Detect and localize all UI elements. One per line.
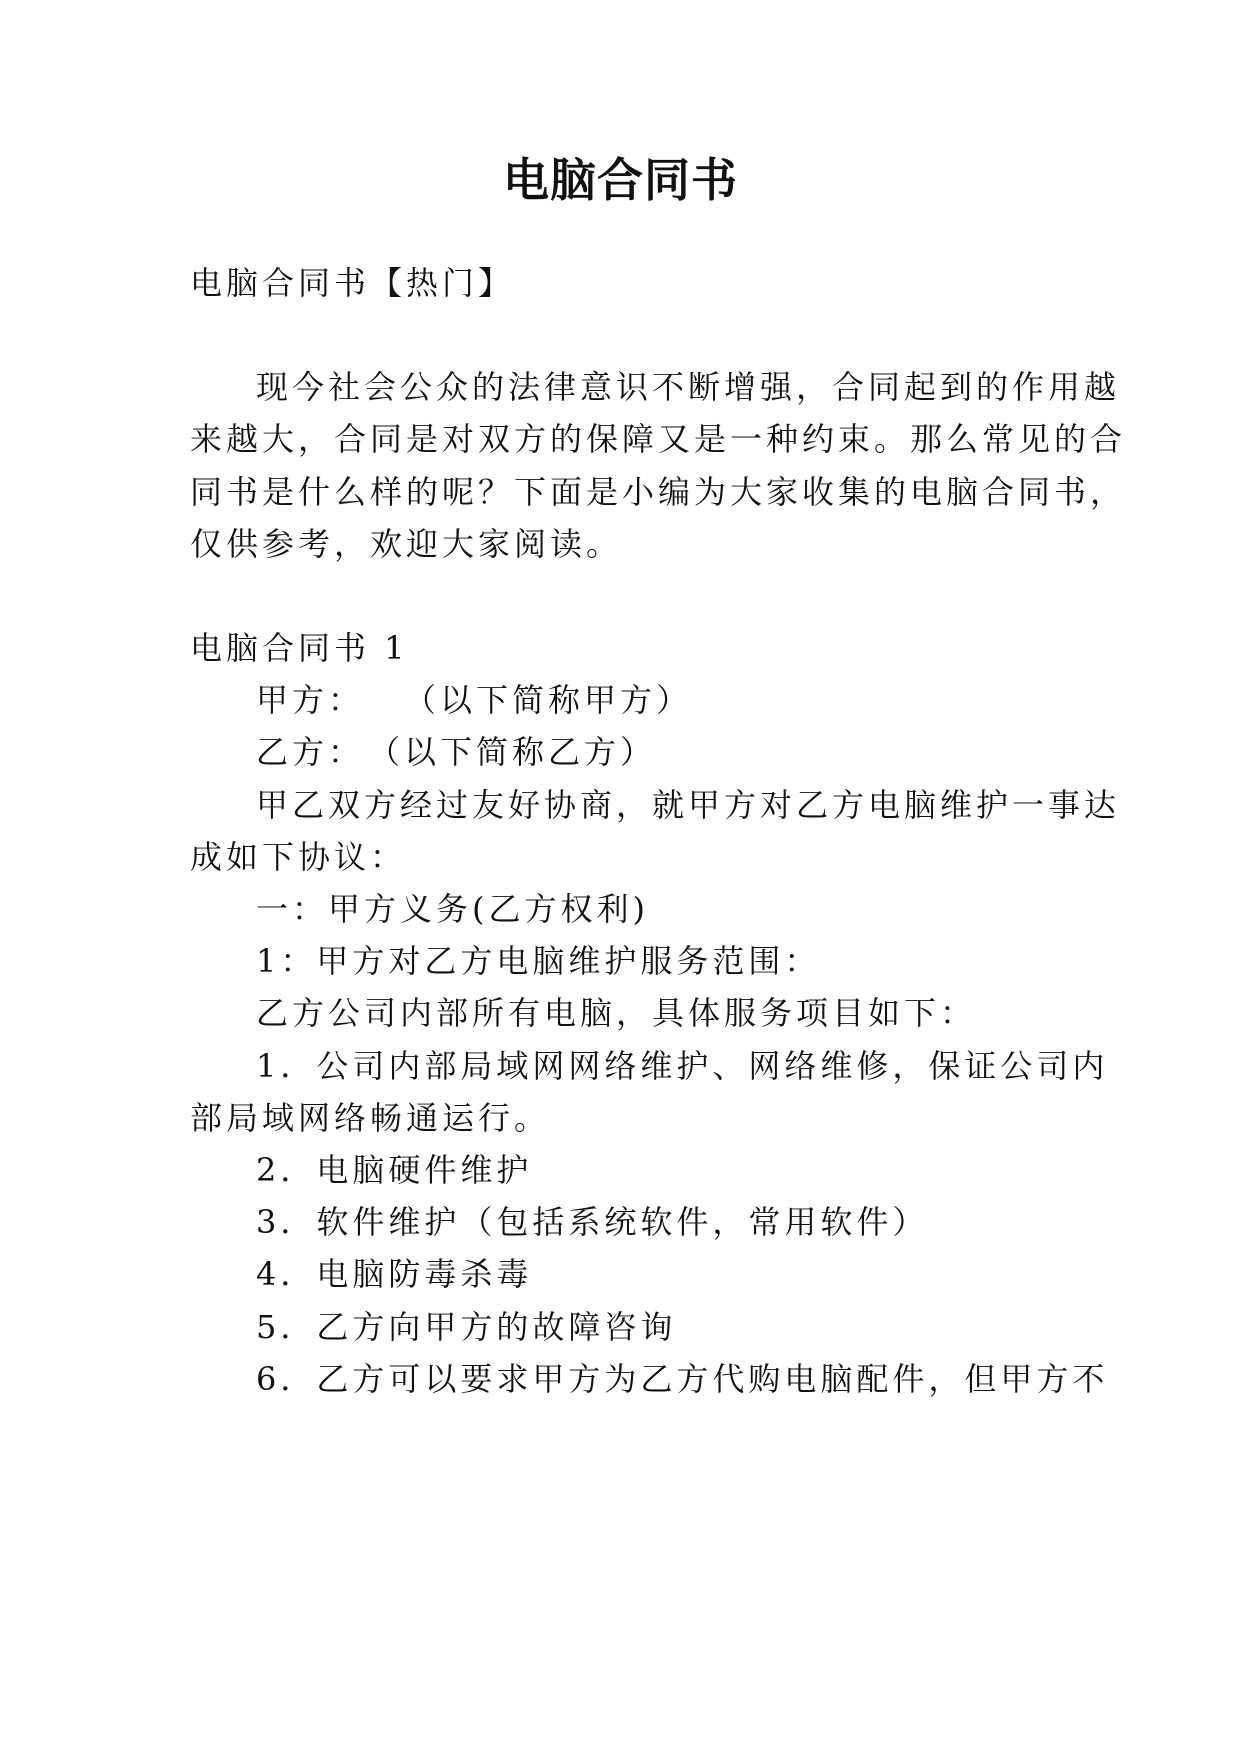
agreement-line-1: 甲乙双方经过友好协商，就甲方对乙方电脑维护一事达 [256,786,1121,824]
clause-heading: 一：甲方义务(乙方权利) [256,890,649,928]
list-item: 4．电脑防毒杀毒 [256,1255,533,1293]
list-item: 2．电脑硬件维护 [256,1151,533,1189]
section-title: 电脑合同书 1 [190,629,409,667]
document-subtitle: 电脑合同书【热门】 [190,264,515,302]
list-item: 部局域网络畅通运行。 [190,1099,551,1137]
scope-line: 乙方公司内部所有电脑，具体服务项目如下： [256,994,977,1032]
document-title: 电脑合同书 [503,153,738,207]
intro-line-1: 现今社会公众的法律意识不断增强，合同起到的作用越 [256,368,1121,406]
party-b-line: 乙方： （以下简称乙方） [256,733,657,771]
agreement-line-2: 成如下协议： [190,838,407,876]
intro-line-4: 仅供参考，欢迎大家阅读。 [190,525,623,563]
party-a-line: 甲方： （以下简称甲方） [256,681,693,719]
list-item: 3．软件维护（包括系统软件，常用软件） [256,1203,929,1241]
intro-line-3: 同书是什么样的呢？下面是小编为大家收集的电脑合同书， [190,473,1127,511]
list-item: 5．乙方向甲方的故障咨询 [256,1308,677,1346]
list-item: 1．公司内部局域网网络维护、网络维修，保证公司内 [256,1047,1109,1085]
list-item: 6．乙方可以要求甲方为乙方代购电脑配件，但甲方不 [256,1360,1109,1398]
intro-line-2: 来越大，合同是对双方的保障又是一种约束。那么常见的合 [190,420,1127,458]
clause-1: 1：甲方对乙方电脑维护服务范围： [256,942,821,980]
